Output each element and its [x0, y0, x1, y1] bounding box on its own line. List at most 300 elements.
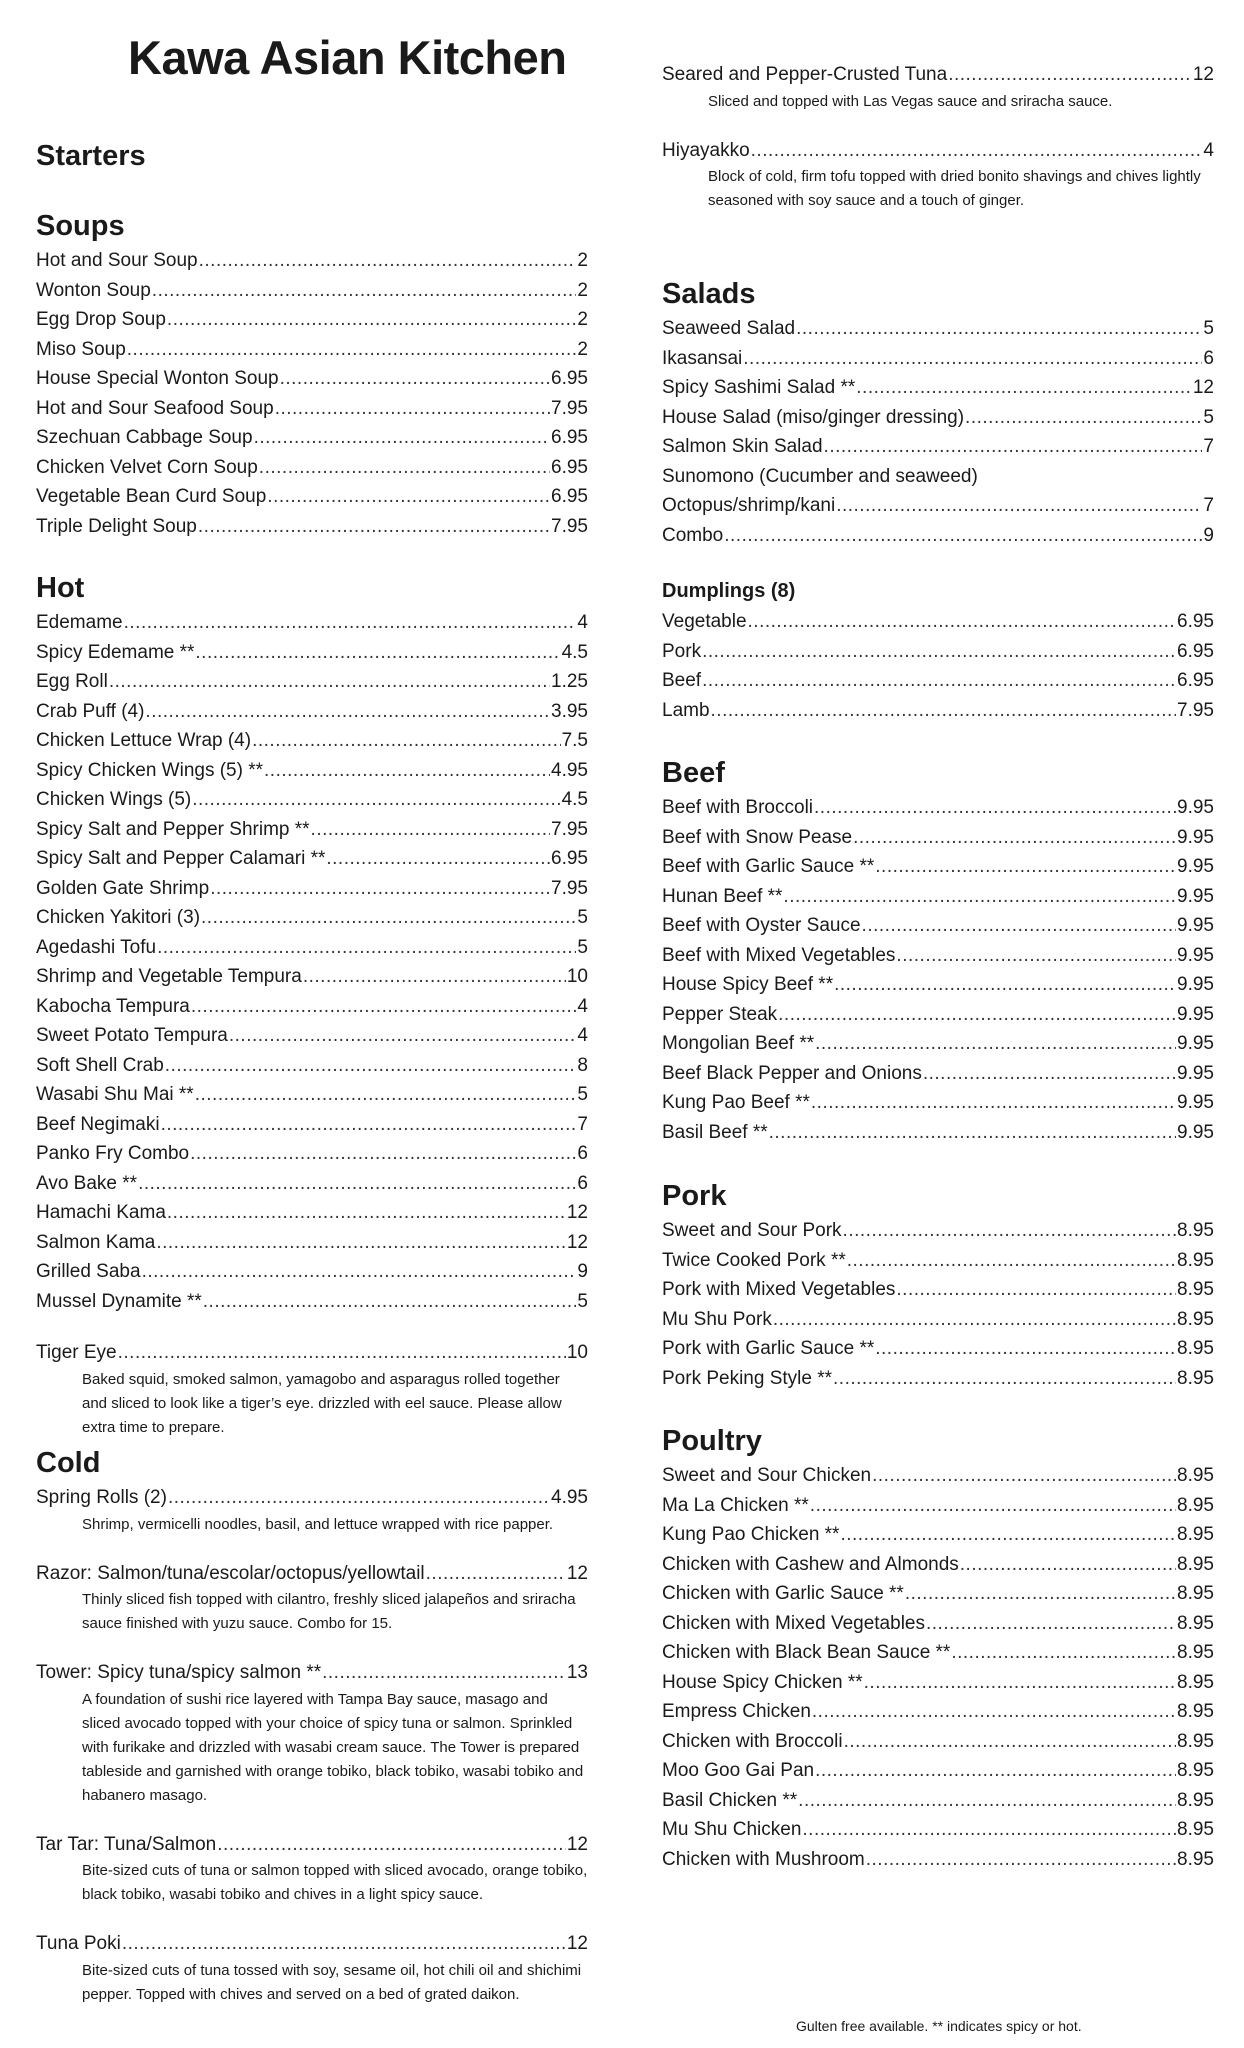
dot-leader [167, 305, 577, 335]
menu-item-price: 6.95 [551, 368, 588, 390]
dot-leader [138, 1169, 576, 1199]
menu-item-line [36, 364, 588, 394]
menu-item-line [36, 844, 588, 874]
menu-item [662, 1088, 1214, 1118]
menu-item-line [662, 491, 1214, 521]
menu-item [36, 608, 588, 638]
menu-item-price: 8.95 [1177, 1249, 1214, 1271]
menu-item-name: Spicy Sashimi Salad ** [662, 377, 856, 399]
menu-item-line [36, 992, 588, 1022]
menu-item-line [662, 666, 1214, 696]
menu-item [662, 1246, 1214, 1276]
section-title: Hot [36, 572, 85, 604]
menu-item-line [662, 1697, 1214, 1727]
menu-item-price: 4.95 [551, 759, 588, 781]
dot-leader [275, 394, 550, 424]
menu-item [36, 1110, 588, 1140]
menu-item-line [36, 512, 588, 542]
menu-item [662, 1697, 1214, 1727]
menu-item-price: 7 [1203, 436, 1214, 458]
menu-item [36, 1483, 588, 1537]
menu-item-name: Beef with Oyster Sauce [662, 915, 861, 937]
menu-item-description: Shrimp, vermicelli noodles, basil, and lettuce wrapped with rice papper. [82, 1515, 554, 1533]
menu-item-price: 9.95 [1177, 974, 1214, 996]
dot-leader [168, 1483, 550, 1513]
menu-item-name: Combo [662, 524, 724, 546]
section-title: Poultry [662, 1425, 762, 1457]
menu-item [36, 1139, 588, 1169]
menu-item-price: 7.5 [561, 730, 588, 752]
menu-item-price: 10 [566, 966, 588, 988]
dot-leader [815, 1029, 1176, 1059]
dot-leader [322, 1658, 566, 1688]
menu-item-name: Mu Shu Pork [662, 1308, 772, 1330]
menu-item-line [662, 1305, 1214, 1335]
menu-item [662, 1815, 1214, 1845]
menu-item-line [36, 1198, 588, 1228]
menu-item [36, 1021, 588, 1051]
menu-item [36, 246, 588, 276]
dot-leader [783, 882, 1176, 912]
item-list [662, 314, 1214, 550]
dot-leader [812, 1697, 1176, 1727]
menu-item-line [662, 1118, 1214, 1148]
menu-item-line [662, 882, 1214, 912]
item-list [662, 1216, 1214, 1393]
menu-item [662, 1275, 1214, 1305]
menu-item-name: Egg Roll [36, 671, 108, 693]
section-soups [36, 210, 588, 541]
menu-item [36, 874, 588, 904]
dot-leader [267, 482, 550, 512]
menu-item [662, 1756, 1214, 1786]
dot-leader [109, 667, 550, 697]
menu-item-line [662, 314, 1214, 344]
dot-leader [254, 423, 550, 453]
menu-item [36, 423, 588, 453]
dot-leader [843, 1216, 1176, 1246]
menu-item-line [662, 1727, 1214, 1757]
menu-item-name: Ikasansai [662, 347, 743, 369]
menu-item [36, 1559, 588, 1637]
menu-item [36, 1338, 588, 1440]
menu-item [36, 756, 588, 786]
menu-item [662, 1550, 1214, 1580]
menu-item-description: A foundation of sushi rice layered with Tampa Bay sauce, masago and sliced avocado topped with your choice of spicy tuna or salmon. Sprinkled with furikake and drizzled with wasabi cream sauce. The Tower is prepared tableside and garnished with orange tobiko, black tobiko, wasabi tobiko and habanero masago. [82, 1690, 584, 1804]
starters-heading: Starters [36, 140, 146, 172]
menu-item-line [36, 1338, 588, 1368]
menu-item-line [36, 1257, 588, 1287]
dot-leader [711, 696, 1176, 726]
dot-leader [923, 1059, 1176, 1089]
menu-item-price: 5 [1203, 406, 1214, 428]
menu-item-line [36, 962, 588, 992]
menu-item-name: Vegetable Bean Curd Soup [36, 486, 267, 508]
menu-item-name: Sunomono (Cucumber and seaweed) [662, 465, 978, 487]
item-list [36, 1483, 588, 2007]
menu-item-name: Hiyayakko [662, 139, 750, 161]
menu-item [662, 136, 1214, 214]
menu-item-price: 6.95 [551, 427, 588, 449]
menu-item-price: 2 [577, 309, 588, 331]
menu-item-name: Mongolian Beef ** [662, 1033, 815, 1055]
menu-item-name: Hamachi Kama [36, 1202, 166, 1224]
menu-item-line [662, 911, 1214, 941]
menu-item [36, 844, 588, 874]
menu-item-price: 7.95 [551, 397, 588, 419]
menu-item-line [36, 453, 588, 483]
menu-item-name: Mussel Dynamite ** [36, 1290, 202, 1312]
menu-item-line [36, 1080, 588, 1110]
menu-item-price: 7 [1203, 495, 1214, 517]
dot-leader [152, 276, 577, 306]
menu-item [662, 373, 1214, 403]
menu-item-price: 6.95 [551, 848, 588, 870]
dot-leader [811, 1088, 1176, 1118]
menu-item [662, 911, 1214, 941]
menu-item-name: Edemame [36, 612, 123, 634]
dot-leader [802, 1815, 1176, 1845]
dot-leader [864, 1668, 1176, 1698]
menu-item-price: 8.95 [1177, 1367, 1214, 1389]
dot-leader [157, 933, 576, 963]
menu-item-name: Crab Puff (4) [36, 700, 145, 722]
menu-item-line [662, 1609, 1214, 1639]
menu-item-price: 4 [1203, 139, 1214, 161]
menu-item-name: Triple Delight Soup [36, 515, 197, 537]
dot-leader [161, 1110, 577, 1140]
dot-leader [856, 373, 1192, 403]
menu-item-name: Sweet and Sour Chicken [662, 1465, 872, 1487]
menu-item-price: 6 [577, 1143, 588, 1165]
dot-leader [167, 1198, 566, 1228]
menu-item-name: Mu Shu Chicken [662, 1819, 802, 1841]
menu-item-name: Avo Bake ** [36, 1172, 138, 1194]
item-list [662, 793, 1214, 1147]
menu-item-name: House Salad (miso/ginger dressing) [662, 406, 965, 428]
section-title: Dumplings (8) [662, 580, 796, 602]
menu-item-price: 9.95 [1177, 1121, 1214, 1143]
menu-item-line [36, 726, 588, 756]
menu-item [36, 482, 588, 512]
dot-leader [965, 403, 1202, 433]
dot-leader [190, 1139, 576, 1169]
menu-item-line [662, 1520, 1214, 1550]
menu-item-price: 4.5 [561, 789, 588, 811]
dot-leader [280, 364, 550, 394]
menu-item-price: 9.95 [1177, 1033, 1214, 1055]
menu-item-line [36, 815, 588, 845]
dot-leader [259, 453, 550, 483]
section-hot [36, 572, 588, 1440]
dot-leader [165, 1051, 577, 1081]
menu-item-name: Chicken with Broccoli [662, 1730, 843, 1752]
menu-item-name: Hot and Sour Seafood Soup [36, 397, 274, 419]
menu-item-name: Moo Goo Gai Pan [662, 1760, 815, 1782]
menu-item [662, 1118, 1214, 1148]
menu-item-name: Chicken Velvet Corn Soup [36, 456, 258, 478]
menu-item [36, 1080, 588, 1110]
section-title: Salads [662, 278, 756, 310]
menu-item-price: 8.95 [1177, 1308, 1214, 1330]
menu-item-name: Grilled Saba [36, 1261, 141, 1283]
dot-leader [872, 1461, 1176, 1491]
menu-item-line [662, 432, 1214, 462]
menu-item-line [36, 756, 588, 786]
menu-item-price: 2 [577, 338, 588, 360]
menu-item-name: Pork [662, 640, 702, 662]
menu-item [36, 276, 588, 306]
menu-item-line [36, 1110, 588, 1140]
menu-item [662, 637, 1214, 667]
menu-item-line [36, 608, 588, 638]
menu-item-name: House Spicy Chicken ** [662, 1671, 863, 1693]
menu-item-line [662, 1364, 1214, 1394]
menu-item-price: 5 [577, 907, 588, 929]
menu-item-line [36, 423, 588, 453]
dot-leader [814, 793, 1176, 823]
menu-item-name: Kabocha Tempura [36, 995, 190, 1017]
menu-item-name: Pork with Garlic Sauce ** [662, 1338, 875, 1360]
dot-leader [773, 1305, 1176, 1335]
menu-item-price: 12 [1192, 64, 1214, 85]
menu-item-line [662, 136, 1214, 166]
section-dumplings [662, 580, 1214, 725]
menu-item [662, 1216, 1214, 1246]
menu-item-name: Tuna Poki [36, 1933, 121, 1955]
menu-item-description: Bite-sized cuts of tuna or salmon topped with sliced avocado, orange tobiko, black tobiko, wasabi tobiko and chives in a light spicy sauce. [82, 1862, 588, 1904]
dot-leader [824, 432, 1203, 462]
dot-leader [201, 903, 576, 933]
menu-item [662, 696, 1214, 726]
dot-leader [743, 344, 1202, 374]
menu-item [662, 1491, 1214, 1521]
menu-item [662, 941, 1214, 971]
menu-item-price: 6.95 [551, 456, 588, 478]
menu-item [662, 344, 1214, 374]
dot-leader [122, 1929, 566, 1959]
dot-leader [210, 874, 550, 904]
dot-leader [198, 512, 550, 542]
menu-item-price: 8.95 [1177, 1524, 1214, 1546]
menu-item-line [36, 335, 588, 365]
menu-item [662, 1668, 1214, 1698]
menu-item [36, 512, 588, 542]
section-title: Pork [662, 1180, 727, 1212]
menu-item-price: 9.95 [1177, 1062, 1214, 1084]
dot-leader [769, 1118, 1176, 1148]
menu-item [662, 1059, 1214, 1089]
menu-item-price: 4 [577, 612, 588, 634]
menu-item-price: 12 [566, 1231, 588, 1253]
menu-item-name: Szechuan Cabbage Soup [36, 427, 253, 449]
menu-item [662, 1000, 1214, 1030]
menu-item-name: Beef with Snow Pease [662, 826, 853, 848]
menu-item-price: 7 [577, 1113, 588, 1135]
menu-item-name: Basil Chicken ** [662, 1789, 798, 1811]
dot-leader [191, 992, 577, 1022]
menu-item-name: Tar Tar: Tuna/Salmon [36, 1833, 217, 1855]
dot-leader [199, 246, 577, 276]
menu-item-price: 9.95 [1177, 915, 1214, 937]
dot-leader [798, 1786, 1176, 1816]
menu-item-line [36, 305, 588, 335]
menu-item-name: Empress Chicken [662, 1701, 811, 1723]
dot-leader [217, 1830, 566, 1860]
menu-item-line [662, 793, 1214, 823]
menu-item-line [662, 1246, 1214, 1276]
menu-item-price: 9.95 [1177, 944, 1214, 966]
menu-item [36, 453, 588, 483]
menu-item-name: Chicken Yakitori (3) [36, 907, 201, 929]
menu-item-price: 4 [577, 1025, 588, 1047]
menu-item-price: 9.95 [1177, 1003, 1214, 1025]
dot-leader [748, 607, 1176, 637]
dot-leader [426, 1559, 566, 1589]
menu-item [36, 962, 588, 992]
menu-item [36, 1830, 588, 1908]
menu-item-price: 8 [577, 1054, 588, 1076]
menu-item-price: 9.95 [1177, 1092, 1214, 1114]
dot-leader [853, 823, 1176, 853]
menu-item-price: 8.95 [1177, 1701, 1214, 1723]
menu-item-description: Sliced and topped with Las Vegas sauce and sriracha sauce. [708, 92, 1113, 110]
menu-item-price: 6.95 [1177, 640, 1214, 662]
menu-item [36, 903, 588, 933]
menu-item [36, 1287, 588, 1317]
menu-item [662, 1029, 1214, 1059]
item-list [662, 1461, 1214, 1874]
dot-leader [145, 697, 550, 727]
menu-item-line [662, 941, 1214, 971]
menu-item-line [662, 1275, 1214, 1305]
menu-item-price: 6.95 [1177, 670, 1214, 691]
menu-item-price: 6.95 [1177, 611, 1214, 632]
menu-item-price: 10 [566, 1342, 588, 1364]
menu-item-line [36, 482, 588, 512]
menu-item [36, 364, 588, 394]
menu-item-price: 8.95 [1177, 1760, 1214, 1782]
menu-item-price: 8.95 [1177, 1671, 1214, 1693]
menu-item [662, 1579, 1214, 1609]
menu-item-line [36, 1830, 588, 1860]
menu-item-line [662, 1334, 1214, 1364]
dot-leader [195, 1080, 577, 1110]
menu-item-name: Chicken with Cashew and Almonds [662, 1553, 959, 1575]
menu-item-name: Pork with Mixed Vegetables [662, 1279, 896, 1301]
dot-leader [844, 1727, 1176, 1757]
dot-leader [751, 136, 1203, 166]
dot-leader [203, 1287, 577, 1317]
menu-item-price: 8.95 [1177, 1848, 1214, 1870]
menu-item-price: 7.95 [551, 515, 588, 537]
dot-leader [896, 941, 1176, 971]
menu-item-line [36, 874, 588, 904]
menu-item-line [36, 903, 588, 933]
item-list [662, 60, 1214, 213]
menu-item [662, 1364, 1214, 1394]
dot-leader [905, 1579, 1176, 1609]
menu-item [662, 882, 1214, 912]
menu-item [662, 432, 1214, 462]
menu-item-name: Salmon Kama [36, 1231, 156, 1253]
menu-item-line [662, 1000, 1214, 1030]
menu-item-line [662, 1550, 1214, 1580]
dot-leader [326, 844, 550, 874]
menu-item [662, 823, 1214, 853]
menu-item-name: Lamb [662, 699, 710, 721]
menu-item-price: 12 [566, 1833, 588, 1855]
menu-item [662, 1609, 1214, 1639]
menu-item-name: Panko Fry Combo [36, 1143, 190, 1165]
menu-item-name: Spicy Edemame ** [36, 641, 195, 663]
menu-item-line [36, 276, 588, 306]
menu-item-name: Kung Pao Beef ** [662, 1092, 810, 1114]
item-list [36, 608, 588, 1440]
dot-leader [926, 1609, 1176, 1639]
menu-item [36, 335, 588, 365]
menu-item-price: 5 [1203, 318, 1214, 340]
menu-item-line [662, 344, 1214, 374]
menu-item-line [662, 1491, 1214, 1521]
menu-item-line [662, 373, 1214, 403]
item-list [662, 607, 1214, 725]
dot-leader [264, 756, 550, 786]
menu-item-name: Beef Black Pepper and Onions [662, 1062, 922, 1084]
dot-leader [810, 1491, 1176, 1521]
menu-item-line [36, 394, 588, 424]
menu-item-line [36, 1658, 588, 1688]
menu-item-price: 12 [566, 1562, 588, 1584]
menu-item-line [662, 1461, 1214, 1491]
menu-item [36, 726, 588, 756]
menu-item [662, 1727, 1214, 1757]
menu-item-name: Beef [662, 670, 702, 691]
section-title: Soups [36, 210, 125, 242]
menu-item-price: 7.95 [551, 877, 588, 899]
menu-item-name: Sweet and Sour Pork [662, 1220, 842, 1242]
dot-leader [875, 852, 1176, 882]
menu-item-price: 9 [1203, 524, 1214, 546]
menu-item [662, 403, 1214, 433]
menu-item-line [662, 403, 1214, 433]
dot-leader [156, 1228, 566, 1258]
menu-item-name: Beef Negimaki [36, 1113, 160, 1135]
menu-item-name: Beef with Mixed Vegetables [662, 944, 896, 966]
menu-item-name: Hunan Beef ** [662, 885, 783, 907]
dot-leader [195, 638, 560, 668]
menu-item-name: Chicken with Mushroom [662, 1848, 865, 1870]
menu-item-name: Miso Soup [36, 338, 126, 360]
menu-item-name: Kung Pao Chicken ** [662, 1524, 840, 1546]
menu-item-name: Pork Peking Style ** [662, 1367, 833, 1389]
menu-item-price: 6 [577, 1172, 588, 1194]
menu-item [36, 933, 588, 963]
menu-item-name: Chicken with Mixed Vegetables [662, 1612, 925, 1634]
menu-item [36, 1658, 588, 1808]
menu-item-price: 4 [577, 995, 588, 1017]
menu-item [662, 970, 1214, 1000]
section-pork [662, 1180, 1214, 1393]
menu-item-name: Tiger Eye [36, 1342, 117, 1364]
menu-item [662, 521, 1214, 551]
dot-leader [840, 1520, 1176, 1550]
dot-leader [303, 962, 566, 992]
menu-item [36, 1228, 588, 1258]
menu-item-line [662, 1216, 1214, 1246]
menu-item-name: Wasabi Shu Mai ** [36, 1084, 194, 1106]
menu-item-line [36, 1051, 588, 1081]
